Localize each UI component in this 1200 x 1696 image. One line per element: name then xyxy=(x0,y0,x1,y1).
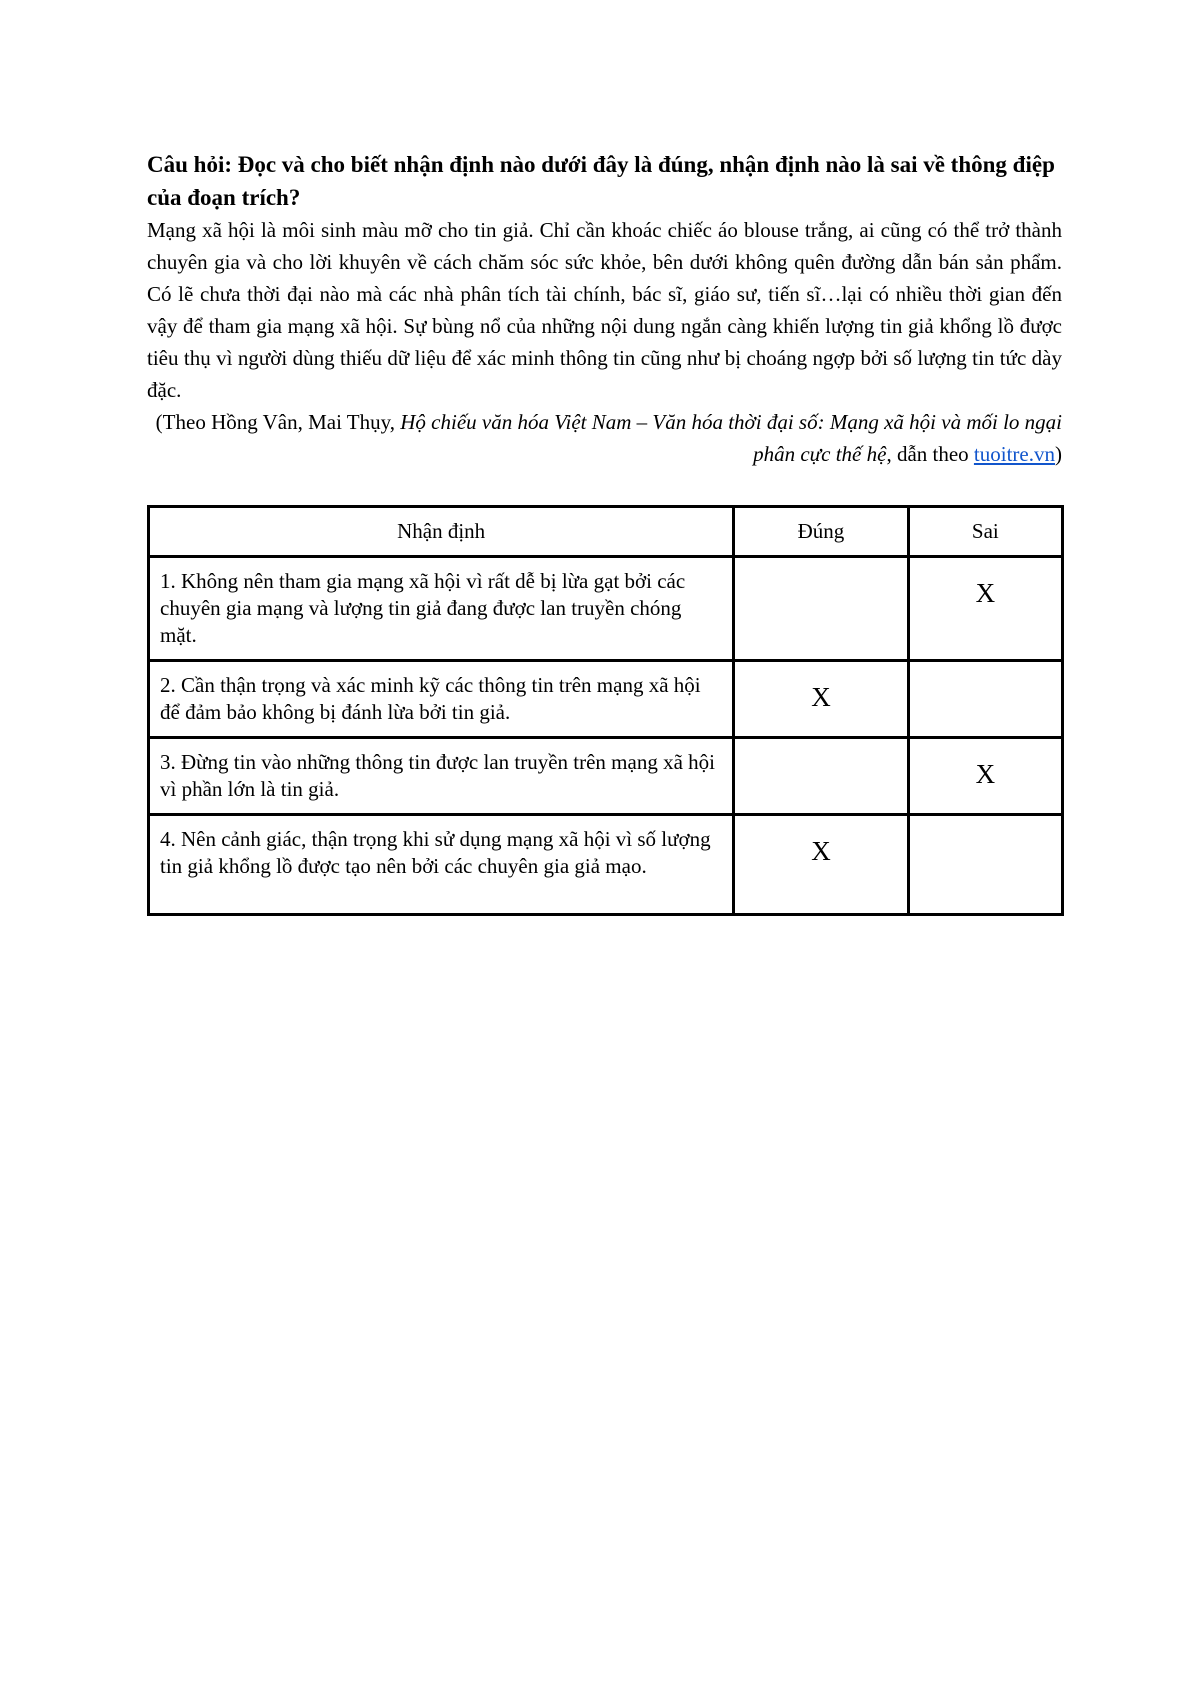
table-row xyxy=(149,661,1063,738)
header-statement: Nhận định xyxy=(149,507,734,557)
header-true: Đúng xyxy=(734,507,908,557)
true-mark-cell[interactable]: X xyxy=(734,815,908,915)
true-mark-cell[interactable] xyxy=(734,738,908,815)
statement-cell: 1. Không nên tham gia mạng xã hội vì rất dễ bị lừa gạt bởi các chuyên gia mạng và lượng tin giả đang được lan truyền chóng mặt. xyxy=(149,557,734,661)
table-row xyxy=(149,815,1063,915)
header-false: Sai xyxy=(908,507,1062,557)
false-mark-cell[interactable] xyxy=(908,661,1062,738)
citation-middle: , dẫn theo xyxy=(886,442,974,466)
true-mark-cell[interactable] xyxy=(734,557,908,661)
passage-text: Mạng xã hội là môi sinh màu mỡ cho tin giả. Chỉ cần khoác chiếc áo blouse trắng, ai cũng có thể trở thành chuyên gia và cho lời khuyên về cách chăm sóc sức khỏe, bên dưới không quên đường dẫn bán sản phẩm. Có lẽ chưa thời đại nào mà các nhà phân tích tài chính, bác sĩ, giáo sư, tiến sĩ…lại có nhiều thời gian đến vậy để tham gia mạng xã hội. Sự bùng nổ của những nội dung ngắn càng khiến lượng tin giả khổng lồ được tiêu thụ vì người dùng thiếu dữ liệu để xác minh thông tin cũng như bị choáng ngợp bởi số lượng tin tức dày đặc. xyxy=(147,218,1062,402)
statement-cell: 4. Nên cảnh giác, thận trọng khi sử dụng mạng xã hội vì số lượng tin giả khổng lồ được tạo nên bởi các chuyên gia giả mạo. xyxy=(149,815,734,915)
statement-cell: 2. Cần thận trọng và xác minh kỹ các thông tin trên mạng xã hội để đảm bảo không bị đánh lừa bởi tin giả. xyxy=(149,661,734,738)
citation-title: Hộ chiếu văn hóa Việt Nam – Văn hóa thời đại số: Mạng xã hội và mối lo ngại phân cực thế hệ xyxy=(400,410,1062,466)
false-mark-cell[interactable] xyxy=(908,815,1062,915)
false-mark-cell[interactable]: X xyxy=(908,557,1062,661)
statements-table xyxy=(147,505,1064,916)
citation-prefix: (Theo Hồng Vân, Mai Thụy, xyxy=(155,410,401,434)
table-header-row xyxy=(149,507,1063,557)
statement-cell: 3. Đừng tin vào những thông tin được lan truyền trên mạng xã hội vì phần lớn là tin giả. xyxy=(149,738,734,815)
false-mark-cell[interactable]: X xyxy=(908,738,1062,815)
citation-suffix: ) xyxy=(1055,442,1062,466)
citation-link[interactable]: tuoitre.vn xyxy=(973,442,1055,466)
true-mark-cell[interactable]: X xyxy=(734,661,908,738)
question-heading: Câu hỏi: Đọc và cho biết nhận định nào dưới đây là đúng, nhận định nào là sai về thông điệp của đoạn trích? xyxy=(147,152,1055,210)
document-body xyxy=(147,148,1062,470)
citation xyxy=(147,406,1062,470)
table-row xyxy=(149,557,1063,661)
table-row xyxy=(149,738,1063,815)
